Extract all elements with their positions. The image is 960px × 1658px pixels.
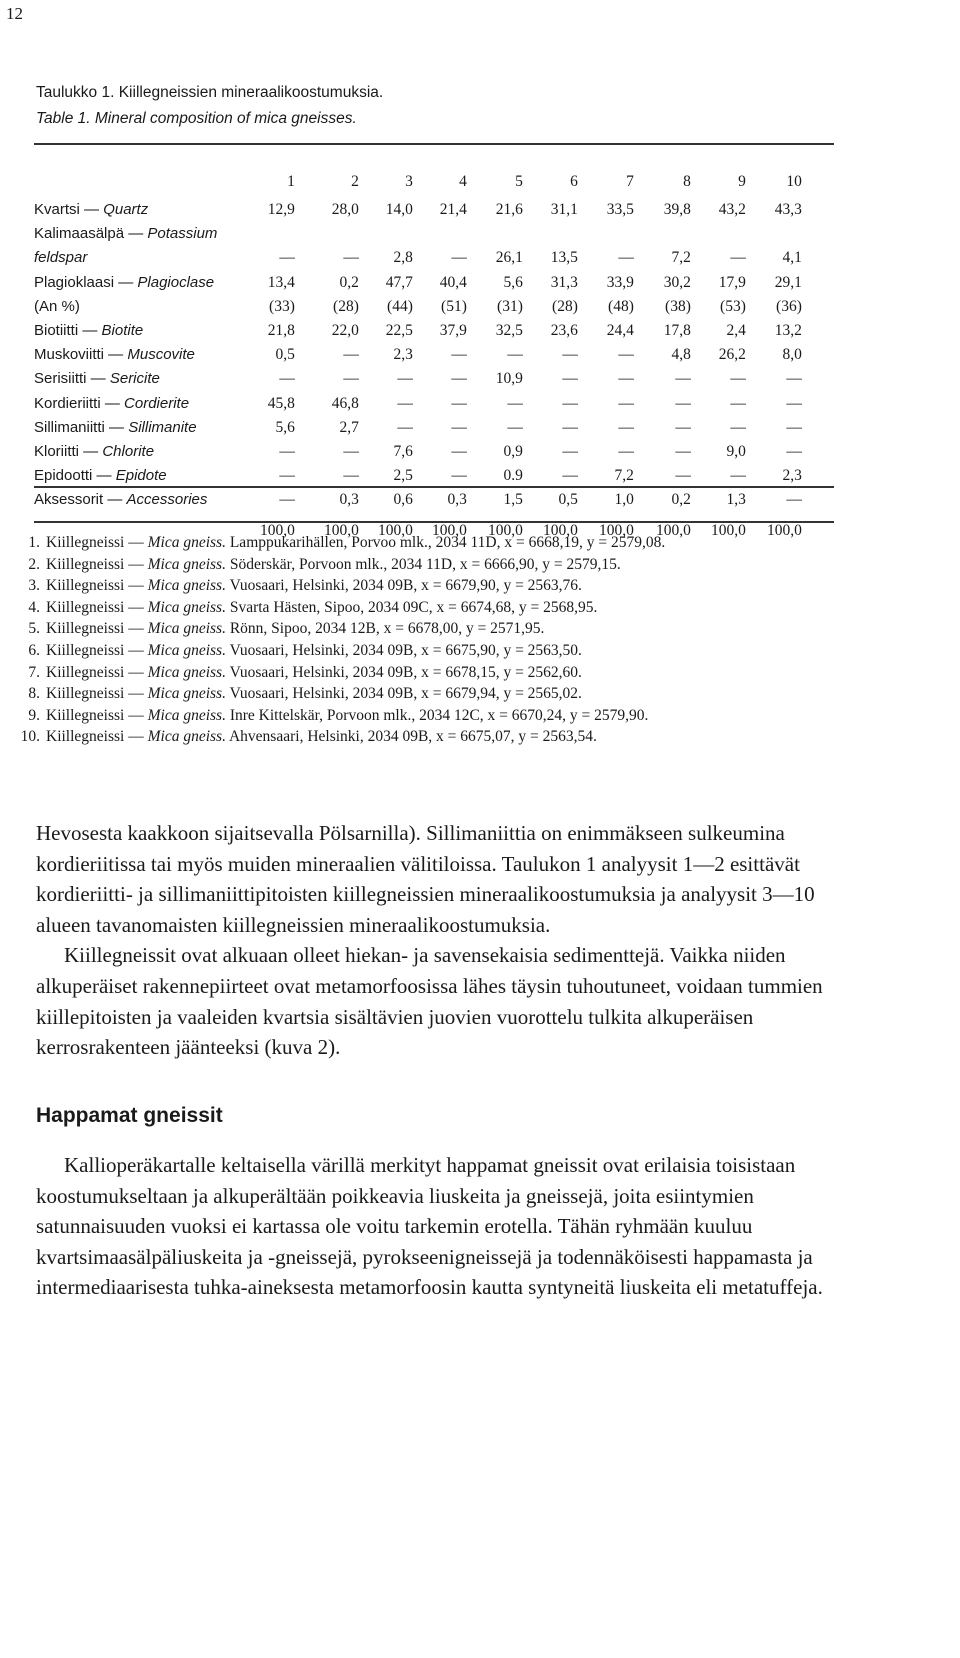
value-cell: — <box>279 443 295 461</box>
note-english-name: Mica gneiss. <box>147 663 226 681</box>
column-header: 2 <box>351 173 359 190</box>
value-cell: 4,8 <box>671 346 691 364</box>
value-cell: 30,2 <box>663 273 691 291</box>
mineral-name-english: Muscovite <box>127 346 195 364</box>
mineral-name-finnish: Kloriitti — <box>34 443 103 461</box>
total-cell: 100,0 <box>767 521 802 539</box>
value-cell: — <box>618 418 634 436</box>
value-cell: 24,4 <box>606 322 634 340</box>
value-cell: 29,1 <box>774 273 802 291</box>
mineral-name-cell <box>34 488 260 512</box>
mineral-name-english: Sericite <box>109 370 160 388</box>
column-header: 8 <box>683 173 691 190</box>
value-cell: — <box>562 443 578 461</box>
table-row <box>34 246 802 270</box>
value-cell <box>523 222 578 246</box>
value-cell: — <box>786 491 802 509</box>
value-cell: 0,9 <box>503 443 523 461</box>
note-english-name: Mica gneiss. <box>147 620 226 638</box>
value-cell <box>691 222 746 246</box>
value-cell: — <box>675 418 691 436</box>
value-cell: — <box>675 467 691 485</box>
value-cell: — <box>562 467 578 485</box>
value-cell: 10,9 <box>495 370 523 388</box>
value-cell: — <box>279 249 295 267</box>
value-cell: 26,1 <box>495 249 523 267</box>
column-header: 10 <box>786 173 802 190</box>
value-cell: 7,2 <box>614 467 634 485</box>
mineral-name-cell <box>34 392 260 416</box>
mineral-name-finnish: Plagioklaasi — <box>34 273 138 291</box>
value-cell: 23,6 <box>550 322 578 340</box>
value-cell: 1,3 <box>726 491 746 509</box>
value-cell: — <box>562 346 578 364</box>
value-cell: 22,0 <box>331 322 359 340</box>
total-cell: 100,0 <box>711 521 746 539</box>
mineral-name-english: Plagioclase <box>137 273 215 291</box>
value-cell: — <box>343 467 359 485</box>
total-cell: 100,0 <box>432 521 467 539</box>
note-number: 10. <box>20 728 40 746</box>
note-location: Söderskär, Porvoon mlk., 2034 11D, x = 6666,90, y = 2579,15. <box>225 555 621 573</box>
mineral-name-finnish: Serisiitti — <box>34 370 110 388</box>
value-cell: — <box>675 394 691 412</box>
note-location: Vuosaari, Helsinki, 2034 09B, x = 6678,15, y = 2562,60. <box>225 663 582 681</box>
value-cell: — <box>397 394 413 412</box>
mineral-name-finnish: Aksessorit — <box>34 491 127 509</box>
value-cell: — <box>618 249 634 267</box>
table-row <box>34 440 802 464</box>
value-cell: 0,6 <box>393 491 413 509</box>
value-cell: — <box>451 346 467 364</box>
table-caption-english: Table 1. Mineral composition of mica gneisses. <box>36 110 357 127</box>
mineral-name-cell <box>34 416 260 440</box>
note-finnish-name: Kiillegneissi — <box>46 620 148 638</box>
note-location: Ahvensaari, Helsinki, 2034 09B, x = 6675,07, y = 2563,54. <box>225 728 597 746</box>
value-cell: 2,5 <box>393 467 413 485</box>
value-cell: (28) <box>552 297 578 315</box>
mineral-name-finnish: (An %) <box>34 297 80 315</box>
value-cell: 47,7 <box>385 273 413 291</box>
value-cell: 21,6 <box>495 201 523 218</box>
note-finnish-name: Kiillegneissi — <box>46 685 148 703</box>
value-cell: — <box>451 467 467 485</box>
value-cell: (33) <box>269 297 295 315</box>
value-cell: — <box>507 346 523 364</box>
value-cell: — <box>279 491 295 509</box>
value-cell: 33,5 <box>606 201 634 218</box>
note-location: Rönn, Sipoo, 2034 12B, x = 6678,00, y = 2571,95. <box>225 620 545 638</box>
value-cell: 17,8 <box>663 322 691 340</box>
sample-notes-list <box>16 532 665 748</box>
column-header: 9 <box>738 173 746 190</box>
value-cell: — <box>451 443 467 461</box>
note-number: 2. <box>28 555 40 573</box>
value-cell: 0,2 <box>671 491 691 509</box>
value-cell: 31,3 <box>550 273 578 291</box>
table-row <box>34 392 802 416</box>
table-caption-finnish: Taulukko 1. Kiillegneissien mineraalikoostumuksia. <box>36 84 384 101</box>
value-cell: 0,5 <box>275 346 295 364</box>
note-item <box>16 640 665 662</box>
body-text-upper <box>36 818 836 1063</box>
value-cell: (53) <box>720 297 746 315</box>
value-cell: (31) <box>497 297 523 315</box>
value-cell: 2,4 <box>726 322 746 340</box>
note-location: Vuosaari, Helsinki, 2034 09B, x = 6675,90, y = 2563,50. <box>225 641 582 659</box>
note-english-name: Mica gneiss. <box>147 641 226 659</box>
value-cell: — <box>397 370 413 388</box>
total-cell: 100,0 <box>543 521 578 539</box>
value-cell: 9,0 <box>726 443 746 461</box>
note-location: Inre Kittelskär, Porvoon mlk., 2034 12C, x = 6670,24, y = 2579,90. <box>225 706 649 724</box>
value-cell: 17,9 <box>718 273 746 291</box>
body-text-lower <box>36 1150 836 1303</box>
value-cell: 28,0 <box>331 201 359 218</box>
value-cell <box>413 222 467 246</box>
note-item <box>16 618 665 640</box>
value-cell: 8,0 <box>782 346 802 364</box>
value-cell: 2,8 <box>393 249 413 267</box>
value-cell: — <box>675 443 691 461</box>
page-number: 12 <box>6 4 23 23</box>
note-location: Vuosaari, Helsinki, 2034 09B, x = 6679,94, y = 2565,02. <box>225 685 582 703</box>
note-english-name: Mica gneiss. <box>147 555 226 573</box>
value-cell: — <box>562 370 578 388</box>
value-cell: 0,3 <box>339 491 359 509</box>
value-cell: — <box>451 370 467 388</box>
value-cell: — <box>675 370 691 388</box>
value-cell: — <box>562 394 578 412</box>
note-finnish-name: Kiillegneissi — <box>46 534 148 551</box>
mineral-name-english: Chlorite <box>102 443 155 461</box>
value-cell: — <box>730 418 746 436</box>
value-cell: 5,6 <box>503 273 523 291</box>
value-cell: — <box>451 394 467 412</box>
table-row <box>34 222 802 246</box>
value-cell: — <box>507 418 523 436</box>
note-english-name: Mica gneiss. <box>147 728 226 746</box>
note-english-name: Mica gneiss. <box>147 685 226 703</box>
value-cell: — <box>451 249 467 267</box>
value-cell: 1,0 <box>614 491 634 509</box>
value-cell: 40,4 <box>439 273 467 291</box>
table-top-rule <box>34 143 834 145</box>
mineral-name-cell <box>34 319 260 343</box>
value-cell: 7,2 <box>671 249 691 267</box>
mineral-name-english: feldspar <box>34 249 88 267</box>
mineral-name-finnish: Kalimaasälpä — <box>34 225 148 243</box>
total-cell: 100,0 <box>488 521 523 539</box>
mineral-name-finnish: Kordieriitti — <box>34 394 125 412</box>
value-cell: — <box>562 418 578 436</box>
value-cell: — <box>786 418 802 436</box>
mineral-name-english: Cordierite <box>124 394 190 412</box>
table-row <box>34 295 802 319</box>
value-cell: 13,5 <box>550 249 578 267</box>
value-cell: 26,2 <box>718 346 746 364</box>
note-item <box>16 683 665 705</box>
value-cell: — <box>343 370 359 388</box>
value-cell: 0,5 <box>558 491 578 509</box>
value-cell: — <box>618 370 634 388</box>
mineral-name-finnish: Muskoviitti — <box>34 346 128 364</box>
note-english-name: Mica gneiss. <box>147 577 226 595</box>
value-cell: — <box>618 443 634 461</box>
value-cell: 14,0 <box>385 201 413 218</box>
value-cell: — <box>786 370 802 388</box>
value-cell <box>467 222 523 246</box>
value-cell: 37,9 <box>439 322 467 340</box>
mineral-name-cell <box>34 198 260 222</box>
value-cell: 12,9 <box>267 201 295 218</box>
total-cell: 100,0 <box>378 521 413 539</box>
section-heading: Happamat gneissit <box>36 1104 223 1127</box>
table-row <box>34 198 802 222</box>
value-cell: 5,6 <box>275 418 295 436</box>
mineral-name-english: Biotite <box>101 322 144 340</box>
mineral-name-cell <box>34 271 260 295</box>
note-finnish-name: Kiillegneissi — <box>46 706 148 724</box>
paragraph: Kallioperäkartalle keltaisella värillä merkityt happamat gneissit ovat erilaisia toisistaan koostumukseltaan ja alkuperältään poikkeavia liuskeita ja gneissejä, joita esiintymien satunnaisuuden vuoksi ei kartassa ole voitu tarkemin erotella. Tähän ryhmään kuuluu kvartsimaasälpäliuskeita ja -gneissejä, pyrokseenigneissejä ja todennäköisesti happamasta ja intermediaarisesta tuhka-aineksesta metamorfoosin kautta syntyneitä liuskeita eli metatuffeja. <box>36 1153 823 1300</box>
column-header: 4 <box>459 173 467 190</box>
value-cell: 21,8 <box>267 322 295 340</box>
value-cell: (44) <box>387 297 413 315</box>
value-cell: 13,2 <box>774 322 802 340</box>
column-header: 7 <box>626 173 634 190</box>
value-cell: 43,2 <box>718 201 746 218</box>
mineral-name-finnish: Biotiitti — <box>34 322 102 340</box>
note-number: 5. <box>28 620 40 638</box>
note-item <box>16 705 665 727</box>
value-cell: — <box>451 418 467 436</box>
value-cell: — <box>343 249 359 267</box>
value-cell: 21,4 <box>439 201 467 218</box>
mineral-name-cell <box>34 440 260 464</box>
note-finnish-name: Kiillegneissi — <box>46 598 148 616</box>
value-cell: 7,6 <box>393 443 413 461</box>
value-cell: (38) <box>665 297 691 315</box>
paragraph: Hevosesta kaakkoon sijaitsevalla Pölsarnilla). Sillimaniittia on enimmäkseen sulkeumina kordieriitissa tai myös muiden mineraalien välitiloissa. Taulukon 1 analyysit 1—2 esittävät kordieriitti- ja sillimaniittipitoisten kiillegneissien mineraalikoostumuksia ja analyysit 3—10 alueen tavanomaisten kiillegneissien mineraalikoostumuksia. <box>36 821 815 937</box>
value-cell: 1,5 <box>503 491 523 509</box>
mineral-name-finnish: Sillimaniitti — <box>34 418 129 436</box>
value-cell: — <box>397 418 413 436</box>
value-cell: — <box>786 394 802 412</box>
mineral-name-cell <box>34 246 260 270</box>
mineral-composition-table <box>34 166 802 549</box>
column-header: 1 <box>287 173 295 190</box>
value-cell: 43,3 <box>774 201 802 218</box>
value-cell: — <box>786 443 802 461</box>
value-cell: (36) <box>776 297 802 315</box>
value-cell <box>295 222 359 246</box>
mineral-name-english: Potassium <box>147 225 218 243</box>
mineral-name-cell <box>34 367 260 391</box>
note-finnish-name: Kiillegneissi — <box>46 728 148 746</box>
value-cell: — <box>730 467 746 485</box>
mineral-name-cell <box>34 295 260 319</box>
value-cell: 2,3 <box>393 346 413 364</box>
paragraph: Kiillegneissit ovat alkuaan olleet hiekan- ja savensekaisia sedimenttejä. Vaikka niiden alkuperäiset rakennepiirteet ovat metamorfoosissa lähes täysin tuhoutuneet, voidaan tummien kiillepitoisten ja vaaleiden kvartsia sisältävien juovien vuorottelu tulkita alkuperäisen kerrosrakenteen jäänteeksi (kuva 2). <box>36 943 823 1060</box>
note-finnish-name: Kiillegneissi — <box>46 663 148 681</box>
value-cell: 13,4 <box>267 273 295 291</box>
note-item <box>16 597 665 619</box>
note-english-name: Mica gneiss. <box>147 598 226 616</box>
value-cell: (28) <box>333 297 359 315</box>
value-cell: — <box>507 394 523 412</box>
value-cell <box>578 222 634 246</box>
note-finnish-name: Kiillegneissi — <box>46 555 148 573</box>
note-number: 9. <box>28 706 40 724</box>
value-cell: 4,1 <box>782 249 802 267</box>
note-english-name: Mica gneiss. <box>147 706 226 724</box>
value-cell: — <box>730 370 746 388</box>
value-cell: — <box>279 467 295 485</box>
mineral-name-finnish: Kvartsi — <box>34 201 104 218</box>
value-cell: — <box>343 443 359 461</box>
column-header: 6 <box>570 173 578 190</box>
note-location: Vuosaari, Helsinki, 2034 09B, x = 6679,90, y = 2563,76. <box>225 577 582 595</box>
table-row <box>34 343 802 367</box>
mineral-name-english: Accessories <box>126 491 208 509</box>
mineral-name-finnish: Epidootti — <box>34 467 116 485</box>
table-body <box>34 198 802 513</box>
value-cell <box>746 222 802 246</box>
note-number: 3. <box>28 577 40 595</box>
value-cell: 0,3 <box>447 491 467 509</box>
value-cell: 0,2 <box>339 273 359 291</box>
note-item <box>16 575 665 597</box>
value-cell: (48) <box>608 297 634 315</box>
value-cell: 39,8 <box>663 201 691 218</box>
note-location: Lamppukarihällen, Porvoo mlk., 2034 11D, x = 6668,19, y = 2579,08. <box>225 534 666 551</box>
value-cell: 2,7 <box>339 418 359 436</box>
value-cell: 22,5 <box>385 322 413 340</box>
value-cell: 32,5 <box>495 322 523 340</box>
value-cell: 45,8 <box>267 394 295 412</box>
value-cell: — <box>730 394 746 412</box>
note-number: 7. <box>28 663 40 681</box>
note-number: 8. <box>28 685 40 703</box>
value-cell: — <box>730 249 746 267</box>
column-header: 3 <box>405 173 413 190</box>
value-cell <box>634 222 691 246</box>
value-cell: 0.9 <box>503 467 523 485</box>
column-header: 5 <box>515 173 523 190</box>
value-cell: 46,8 <box>331 394 359 412</box>
note-finnish-name: Kiillegneissi — <box>46 641 148 659</box>
value-cell: — <box>618 394 634 412</box>
note-item <box>16 662 665 684</box>
note-english-name: Mica gneiss. <box>147 534 226 551</box>
note-item <box>16 532 665 554</box>
mineral-name-english: Epidote <box>115 467 167 485</box>
mineral-name-cell <box>34 464 260 488</box>
value-cell: — <box>618 346 634 364</box>
value-cell: 2,3 <box>782 467 802 485</box>
total-cell: 100,0 <box>599 521 634 539</box>
value-cell: — <box>343 346 359 364</box>
table-row <box>34 319 802 343</box>
note-number: 1. <box>28 534 40 551</box>
table-header-row <box>34 166 802 198</box>
value-cell <box>260 222 295 246</box>
total-cell: 100,0 <box>260 521 295 539</box>
table-row <box>34 367 802 391</box>
table-header-label-cell <box>34 166 260 198</box>
note-number: 6. <box>28 641 40 659</box>
note-item <box>16 554 665 576</box>
total-cell: 100,0 <box>656 521 691 539</box>
note-item <box>16 726 665 748</box>
value-cell: 31,1 <box>550 201 578 218</box>
total-cell: 100,0 <box>324 521 359 539</box>
mineral-name-cell <box>34 222 260 246</box>
value-cell: 33,9 <box>606 273 634 291</box>
table-row <box>34 488 802 512</box>
table-row <box>34 416 802 440</box>
value-cell: (51) <box>441 297 467 315</box>
note-location: Svarta Hästen, Sipoo, 2034 09C, x = 6674,68, y = 2568,95. <box>225 598 598 616</box>
value-cell: — <box>279 370 295 388</box>
mineral-name-english: Quartz <box>103 201 149 218</box>
mineral-name-cell <box>34 343 260 367</box>
value-cell <box>359 222 413 246</box>
mineral-name-english: Sillimanite <box>128 418 197 436</box>
table-row <box>34 271 802 295</box>
note-number: 4. <box>28 598 40 616</box>
table-row <box>34 464 802 488</box>
note-finnish-name: Kiillegneissi — <box>46 577 148 595</box>
